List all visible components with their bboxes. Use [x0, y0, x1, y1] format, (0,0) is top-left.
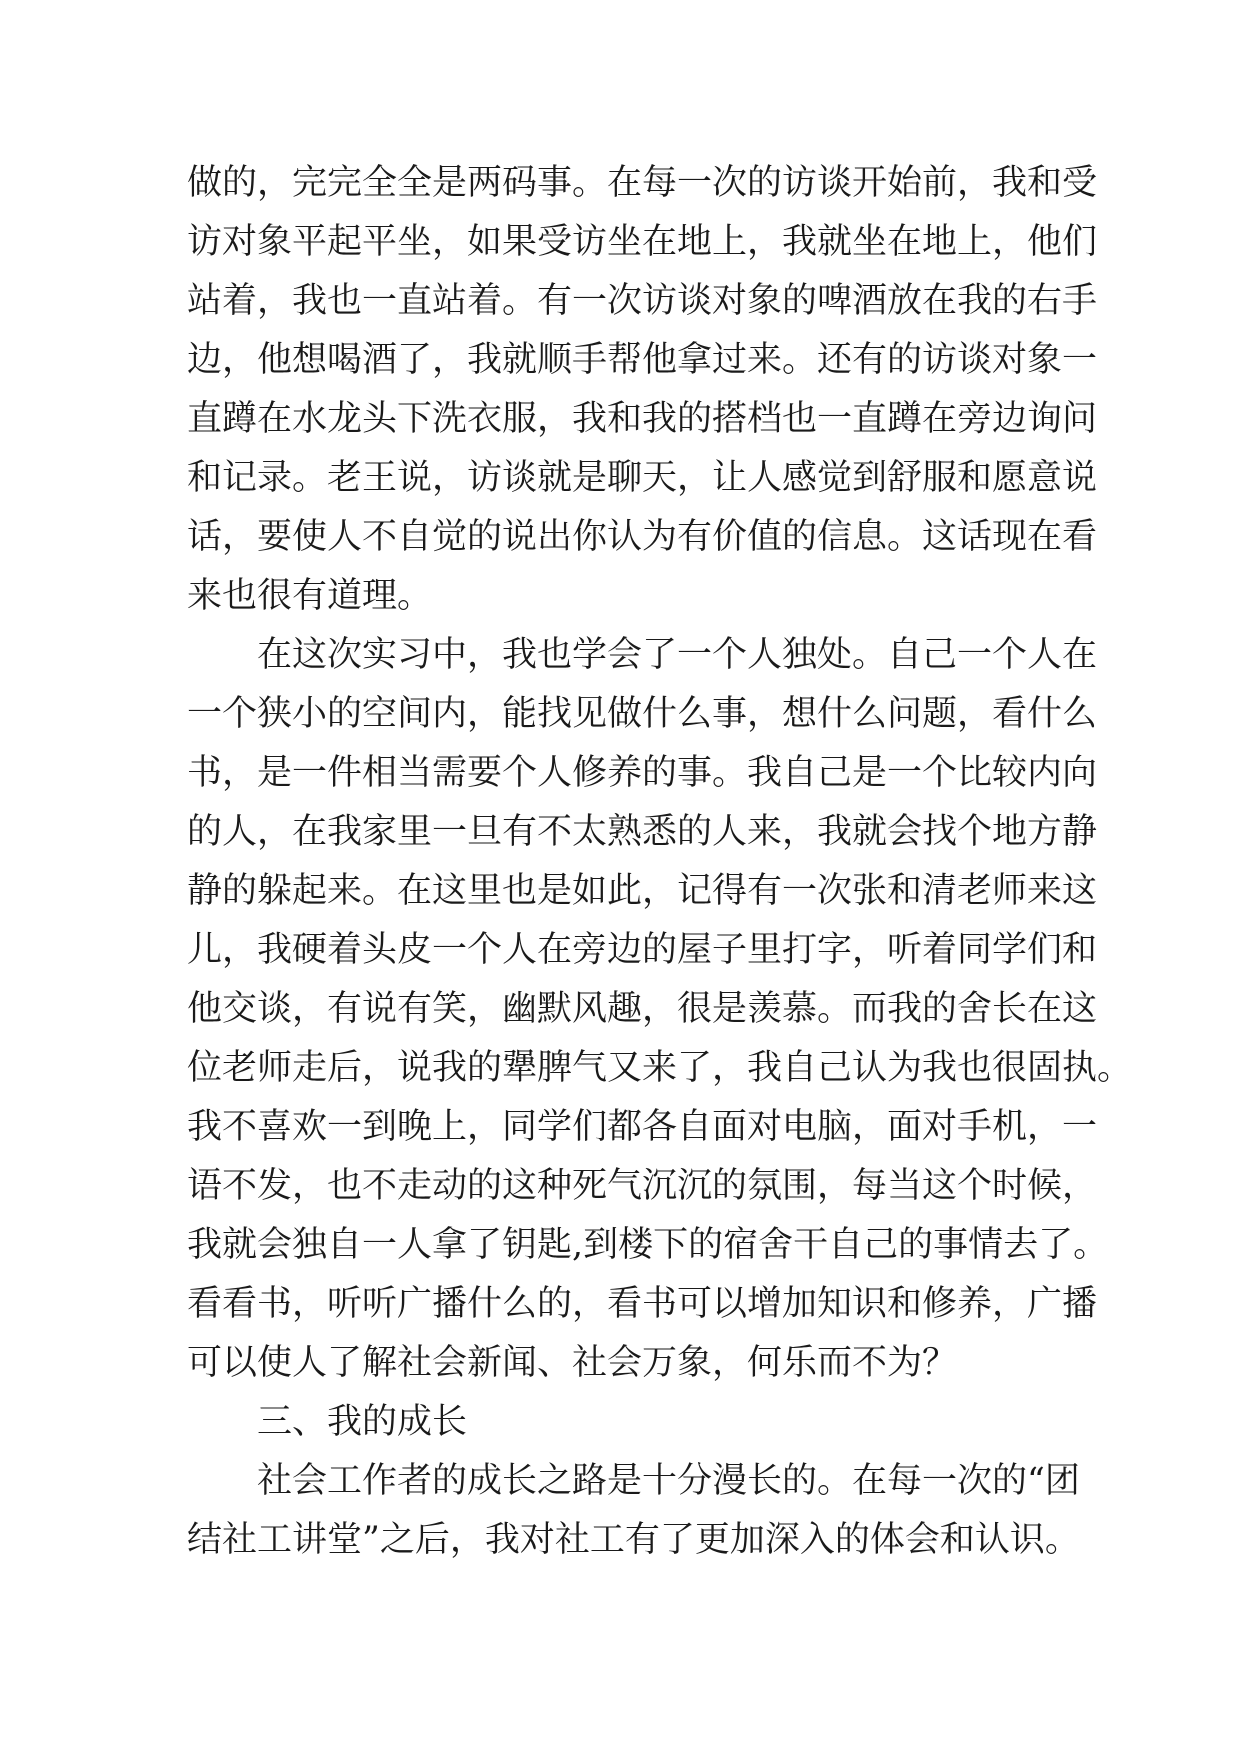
text-line: 和记录。老王说，访谈就是聊天，让人感觉到舒服和愿意说	[187, 458, 1098, 498]
text-line: 访对象平起平坐，如果受访坐在地上，我就坐在地上，他们	[187, 222, 1098, 262]
text-line: 位老师走后，说我的犟脾气又来了，我自己认为我也很固执。	[187, 1048, 1133, 1088]
text-line: 我不喜欢一到晚上，同学们都各自面对电脑，面对手机，一	[187, 1107, 1098, 1147]
text-line: 我就会独自一人拿了钥匙,到楼下的宿舍干自己的事情去了。	[187, 1225, 1109, 1265]
text-line: 做的，完完全全是两码事。在每一次的访谈开始前，我和受	[187, 163, 1098, 203]
text-line: 可以使人了解社会新闻、社会万象，何乐而不为？	[187, 1343, 958, 1383]
text-line: 站着，我也一直站着。有一次访谈对象的啤酒放在我的右手	[187, 281, 1098, 321]
text-line: 语不发，也不走动的这种死气沉沉的氛围，每当这个时候，	[187, 1166, 1098, 1206]
text-line: 的人，在我家里一旦有不太熟悉的人来，我就会找个地方静	[187, 812, 1098, 852]
paragraph-start-line: 社会工作者的成长之路是十分漫长的。在每一次的“团	[257, 1461, 1080, 1501]
paragraph-start-line: 在这次实习中，我也学会了一个人独处。自己一个人在	[257, 635, 1098, 675]
text-line: 一个狭小的空间内，能找见做什么事，想什么问题，看什么	[187, 694, 1098, 734]
text-line: 儿，我硬着头皮一个人在旁边的屋子里打字，听着同学们和	[187, 930, 1098, 970]
text-line: 话，要使人不自觉的说出你认为有价值的信息。这话现在看	[187, 517, 1098, 557]
body-text	[187, 154, 1133, 1570]
text-line: 直蹲在水龙头下洗衣服，我和我的搭档也一直蹲在旁边询问	[187, 399, 1098, 439]
section-heading: 三、我的成长	[257, 1402, 468, 1442]
text-line: 来也很有道理。	[187, 576, 433, 616]
text-line: 他交谈，有说有笑，幽默风趣，很是羡慕。而我的舍长在这	[187, 989, 1098, 1029]
text-line: 书，是一件相当需要个人修养的事。我自己是一个比较内向	[187, 753, 1098, 793]
text-line: 边，他想喝酒了，我就顺手帮他拿过来。还有的访谈对象一	[187, 340, 1098, 380]
text-line: 看看书，听听广播什么的，看书可以增加知识和修养，广播	[187, 1284, 1098, 1324]
text-line: 结社工讲堂”之后，我对社工有了更加深入的体会和认识。	[187, 1520, 1080, 1560]
text-line: 静的躲起来。在这里也是如此，记得有一次张和清老师来这	[187, 871, 1098, 911]
